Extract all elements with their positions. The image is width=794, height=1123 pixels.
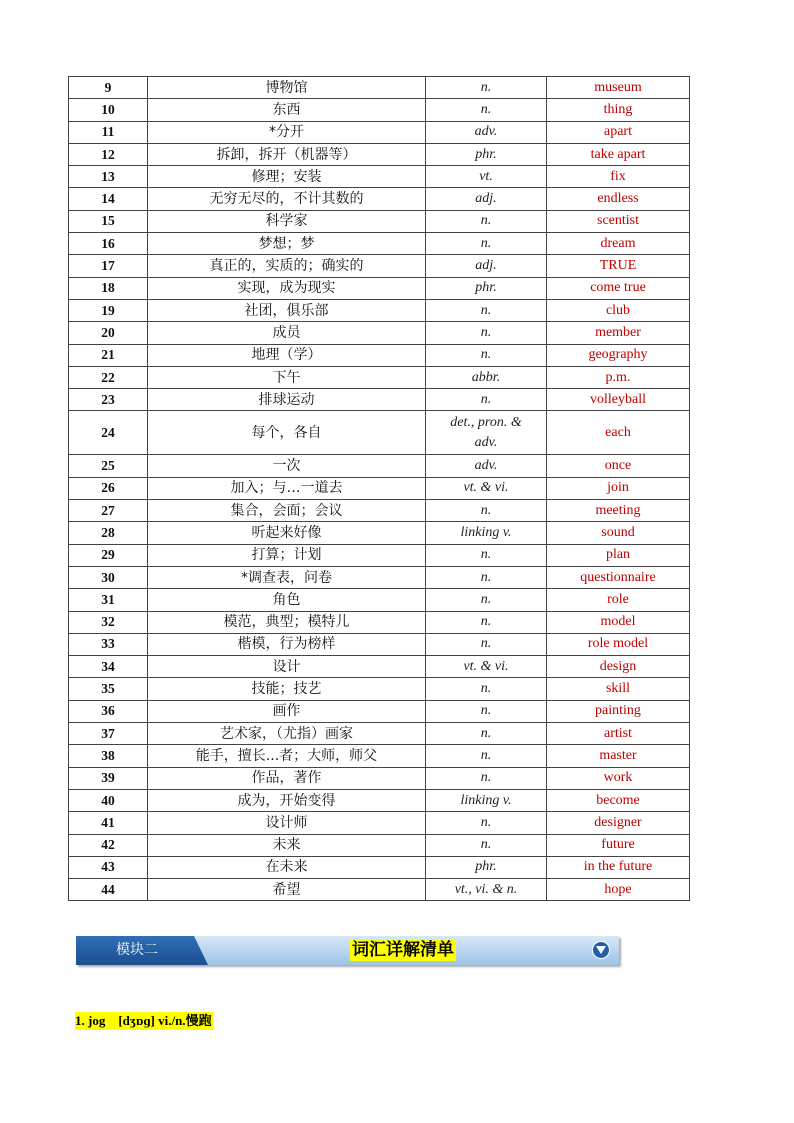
chinese-meaning: 梦想；梦 xyxy=(148,233,426,255)
english-word: apart xyxy=(547,121,690,143)
part-of-speech xyxy=(426,678,547,700)
english-word: design xyxy=(547,656,690,678)
table-row xyxy=(69,611,690,633)
english-word: join xyxy=(547,477,690,499)
row-number: 37 xyxy=(69,723,148,745)
vocabulary-table xyxy=(68,76,690,901)
table-row xyxy=(69,767,690,789)
row-number: 9 xyxy=(69,77,148,99)
part-of-speech xyxy=(426,143,547,165)
english-word: master xyxy=(547,745,690,767)
chinese-meaning: 集合，会面；会议 xyxy=(148,500,426,522)
english-word: questionnaire xyxy=(547,566,690,588)
english-word: museum xyxy=(547,77,690,99)
chinese-meaning: 艺术家，（尤指）画家 xyxy=(148,723,426,745)
chinese-meaning: 成员 xyxy=(148,322,426,344)
table-row xyxy=(69,500,690,522)
part-of-speech-line: n. xyxy=(480,302,492,318)
part-of-speech xyxy=(426,611,547,633)
english-word: each xyxy=(547,411,690,455)
english-word: geography xyxy=(547,344,690,366)
table-row xyxy=(69,121,690,143)
part-of-speech-line: adv. xyxy=(474,458,498,474)
table-row xyxy=(69,812,690,834)
row-number: 32 xyxy=(69,611,148,633)
chinese-meaning: 无穷无尽的，不计其数的 xyxy=(148,188,426,210)
part-of-speech-line: n. xyxy=(480,391,492,407)
row-number: 30 xyxy=(69,566,148,588)
part-of-speech xyxy=(426,188,547,210)
part-of-speech-line: n. xyxy=(480,703,492,719)
part-of-speech xyxy=(426,700,547,722)
chinese-meaning: 能手，擅长...者；大师，师父 xyxy=(148,745,426,767)
part-of-speech-line: vt. & vi. xyxy=(463,658,509,674)
table-row xyxy=(69,589,690,611)
part-of-speech xyxy=(426,99,547,121)
part-of-speech-line: n. xyxy=(480,636,492,652)
english-word: hope xyxy=(547,879,690,901)
part-of-speech xyxy=(426,566,547,588)
banner-module-label: 模块二 xyxy=(116,942,158,958)
part-of-speech-line: linking v. xyxy=(460,792,512,808)
chinese-meaning: 画作 xyxy=(148,700,426,722)
part-of-speech xyxy=(426,233,547,255)
part-of-speech-line: n. xyxy=(480,681,492,697)
part-of-speech xyxy=(426,344,547,366)
chinese-meaning: 打算；计划 xyxy=(148,544,426,566)
part-of-speech-line: n. xyxy=(480,101,492,117)
english-word: meeting xyxy=(547,500,690,522)
part-of-speech-line: n. xyxy=(480,79,492,95)
table-row xyxy=(69,856,690,878)
banner-title: 词汇详解清单 xyxy=(352,940,454,960)
part-of-speech-line: n. xyxy=(480,747,492,763)
chinese-meaning: 每个，各自 xyxy=(148,411,426,455)
row-number: 36 xyxy=(69,700,148,722)
chinese-meaning: 设计师 xyxy=(148,812,426,834)
row-number: 31 xyxy=(69,589,148,611)
part-of-speech xyxy=(426,455,547,477)
row-number: 41 xyxy=(69,812,148,834)
english-word: painting xyxy=(547,700,690,722)
part-of-speech-line: abbr. xyxy=(471,369,501,385)
chinese-meaning: *分开 xyxy=(148,121,426,143)
table-row xyxy=(69,522,690,544)
chinese-meaning: 实现，成为现实 xyxy=(148,277,426,299)
english-word: work xyxy=(547,767,690,789)
table-row xyxy=(69,143,690,165)
row-number: 39 xyxy=(69,767,148,789)
table-row xyxy=(69,544,690,566)
part-of-speech xyxy=(426,366,547,388)
part-of-speech xyxy=(426,589,547,611)
table-row xyxy=(69,344,690,366)
part-of-speech-line: n. xyxy=(480,837,492,853)
english-word: come true xyxy=(547,277,690,299)
row-number: 10 xyxy=(69,99,148,121)
english-word: skill xyxy=(547,678,690,700)
part-of-speech xyxy=(426,812,547,834)
row-number: 14 xyxy=(69,188,148,210)
part-of-speech xyxy=(426,322,547,344)
table-row xyxy=(69,745,690,767)
chinese-meaning: 听起来好像 xyxy=(148,522,426,544)
english-word: thing xyxy=(547,99,690,121)
row-number: 43 xyxy=(69,856,148,878)
table-row xyxy=(69,299,690,321)
table-row xyxy=(69,789,690,811)
part-of-speech xyxy=(426,411,547,455)
chinese-meaning: 拆卸，拆开（机器等） xyxy=(148,143,426,165)
part-of-speech-line: n. xyxy=(480,347,492,363)
table-row xyxy=(69,389,690,411)
part-of-speech-line: phr. xyxy=(475,859,497,875)
english-word: sound xyxy=(547,522,690,544)
part-of-speech-line: linking v. xyxy=(460,524,512,540)
chinese-meaning: 模范，典型；模特儿 xyxy=(148,611,426,633)
chevron-down-circle-icon[interactable] xyxy=(592,941,610,959)
part-of-speech-line: n. xyxy=(480,213,492,229)
english-word: become xyxy=(547,789,690,811)
table-row xyxy=(69,700,690,722)
row-number: 44 xyxy=(69,879,148,901)
english-word: future xyxy=(547,834,690,856)
row-number: 22 xyxy=(69,366,148,388)
part-of-speech xyxy=(426,879,547,901)
part-of-speech-line: adj. xyxy=(475,191,497,207)
chinese-meaning: 设计 xyxy=(148,656,426,678)
vocabulary-table-body xyxy=(69,77,690,901)
part-of-speech xyxy=(426,745,547,767)
table-row xyxy=(69,678,690,700)
part-of-speech-line: n. xyxy=(480,814,492,830)
part-of-speech xyxy=(426,856,547,878)
english-word: artist xyxy=(547,723,690,745)
row-number: 40 xyxy=(69,789,148,811)
row-number: 35 xyxy=(69,678,148,700)
part-of-speech xyxy=(426,299,547,321)
english-word: role model xyxy=(547,633,690,655)
table-row xyxy=(69,566,690,588)
part-of-speech xyxy=(426,789,547,811)
table-row xyxy=(69,99,690,121)
table-row xyxy=(69,233,690,255)
chinese-meaning: 作品，著作 xyxy=(148,767,426,789)
part-of-speech-line: det., pron. & xyxy=(450,414,522,430)
chinese-meaning: 博物馆 xyxy=(148,77,426,99)
part-of-speech xyxy=(426,255,547,277)
row-number: 11 xyxy=(69,121,148,143)
entry-phonetic: [dʒɒɡ] xyxy=(118,1013,155,1028)
english-word: p.m. xyxy=(547,366,690,388)
chinese-meaning: 技能；技艺 xyxy=(148,678,426,700)
part-of-speech-line: n. xyxy=(480,725,492,741)
chinese-meaning: 一次 xyxy=(148,455,426,477)
chinese-meaning: 真正的，实质的；确实的 xyxy=(148,255,426,277)
english-word: volleyball xyxy=(547,389,690,411)
part-of-speech-line: vt., vi. & n. xyxy=(454,881,518,897)
chinese-meaning: 排球运动 xyxy=(148,389,426,411)
table-row xyxy=(69,656,690,678)
row-number: 23 xyxy=(69,389,148,411)
english-word: endless xyxy=(547,188,690,210)
row-number: 15 xyxy=(69,210,148,232)
english-word: take apart xyxy=(547,143,690,165)
part-of-speech-line: n. xyxy=(480,614,492,630)
part-of-speech xyxy=(426,477,547,499)
part-of-speech-line: n. xyxy=(480,502,492,518)
row-number: 13 xyxy=(69,166,148,188)
part-of-speech xyxy=(426,544,547,566)
part-of-speech-line: vt. xyxy=(479,168,493,184)
chinese-meaning: 成为，开始变得 xyxy=(148,789,426,811)
table-row xyxy=(69,77,690,99)
chinese-meaning: 在未来 xyxy=(148,856,426,878)
table-row xyxy=(69,322,690,344)
row-number: 21 xyxy=(69,344,148,366)
part-of-speech-line: adv. xyxy=(474,434,498,450)
section-banner xyxy=(76,936,619,965)
chinese-meaning: 修理；安装 xyxy=(148,166,426,188)
part-of-speech xyxy=(426,77,547,99)
english-word: designer xyxy=(547,812,690,834)
part-of-speech xyxy=(426,121,547,143)
table-row xyxy=(69,210,690,232)
part-of-speech xyxy=(426,633,547,655)
part-of-speech xyxy=(426,500,547,522)
part-of-speech xyxy=(426,166,547,188)
part-of-speech-line: n. xyxy=(480,235,492,251)
part-of-speech xyxy=(426,210,547,232)
row-number: 18 xyxy=(69,277,148,299)
table-row xyxy=(69,455,690,477)
english-word: plan xyxy=(547,544,690,566)
table-row xyxy=(69,834,690,856)
entry-number: 1. xyxy=(75,1013,85,1028)
table-row xyxy=(69,166,690,188)
chinese-meaning: 东西 xyxy=(148,99,426,121)
row-number: 29 xyxy=(69,544,148,566)
part-of-speech-line: phr. xyxy=(475,280,497,296)
row-number: 24 xyxy=(69,411,148,455)
table-row xyxy=(69,477,690,499)
entry-meaning: 慢跑 xyxy=(185,1013,212,1028)
part-of-speech xyxy=(426,522,547,544)
chinese-meaning: 楷模，行为榜样 xyxy=(148,633,426,655)
table-row xyxy=(69,633,690,655)
vocab-entry-heading xyxy=(75,1012,213,1030)
row-number: 25 xyxy=(69,455,148,477)
row-number: 42 xyxy=(69,834,148,856)
english-word: model xyxy=(547,611,690,633)
english-word: member xyxy=(547,322,690,344)
english-word: club xyxy=(547,299,690,321)
table-row xyxy=(69,411,690,455)
chinese-meaning: 下午 xyxy=(148,366,426,388)
part-of-speech xyxy=(426,389,547,411)
chinese-meaning: 未来 xyxy=(148,834,426,856)
row-number: 33 xyxy=(69,633,148,655)
row-number: 28 xyxy=(69,522,148,544)
chinese-meaning: 加入；与…一道去 xyxy=(148,477,426,499)
part-of-speech-line: adj. xyxy=(475,258,497,274)
row-number: 16 xyxy=(69,233,148,255)
english-word: in the future xyxy=(547,856,690,878)
part-of-speech-line: n. xyxy=(480,324,492,340)
chinese-meaning: 希望 xyxy=(148,879,426,901)
part-of-speech xyxy=(426,767,547,789)
row-number: 38 xyxy=(69,745,148,767)
entry-pos: vi./n. xyxy=(158,1013,186,1028)
part-of-speech-line: vt. & vi. xyxy=(463,480,509,496)
table-row xyxy=(69,255,690,277)
row-number: 34 xyxy=(69,656,148,678)
part-of-speech-line: n. xyxy=(480,569,492,585)
chinese-meaning: *调查表，问卷 xyxy=(148,566,426,588)
part-of-speech-line: n. xyxy=(480,770,492,786)
row-number: 12 xyxy=(69,143,148,165)
part-of-speech xyxy=(426,723,547,745)
part-of-speech xyxy=(426,834,547,856)
part-of-speech-line: phr. xyxy=(475,146,497,162)
english-word: TRUE xyxy=(547,255,690,277)
table-row xyxy=(69,277,690,299)
table-row xyxy=(69,879,690,901)
entry-word: jog xyxy=(88,1013,106,1028)
part-of-speech-line: adv. xyxy=(474,124,498,140)
part-of-speech-line: n. xyxy=(480,547,492,563)
part-of-speech-line: n. xyxy=(480,591,492,607)
chinese-meaning: 角色 xyxy=(148,589,426,611)
table-row xyxy=(69,188,690,210)
table-row xyxy=(69,366,690,388)
row-number: 19 xyxy=(69,299,148,321)
chinese-meaning: 科学家 xyxy=(148,210,426,232)
row-number: 20 xyxy=(69,322,148,344)
english-word: fix xyxy=(547,166,690,188)
chinese-meaning: 地理（学） xyxy=(148,344,426,366)
chinese-meaning: 社团，俱乐部 xyxy=(148,299,426,321)
table-row xyxy=(69,723,690,745)
row-number: 26 xyxy=(69,477,148,499)
english-word: scentist xyxy=(547,210,690,232)
english-word: once xyxy=(547,455,690,477)
row-number: 17 xyxy=(69,255,148,277)
english-word: role xyxy=(547,589,690,611)
row-number: 27 xyxy=(69,500,148,522)
part-of-speech xyxy=(426,277,547,299)
part-of-speech xyxy=(426,656,547,678)
english-word: dream xyxy=(547,233,690,255)
